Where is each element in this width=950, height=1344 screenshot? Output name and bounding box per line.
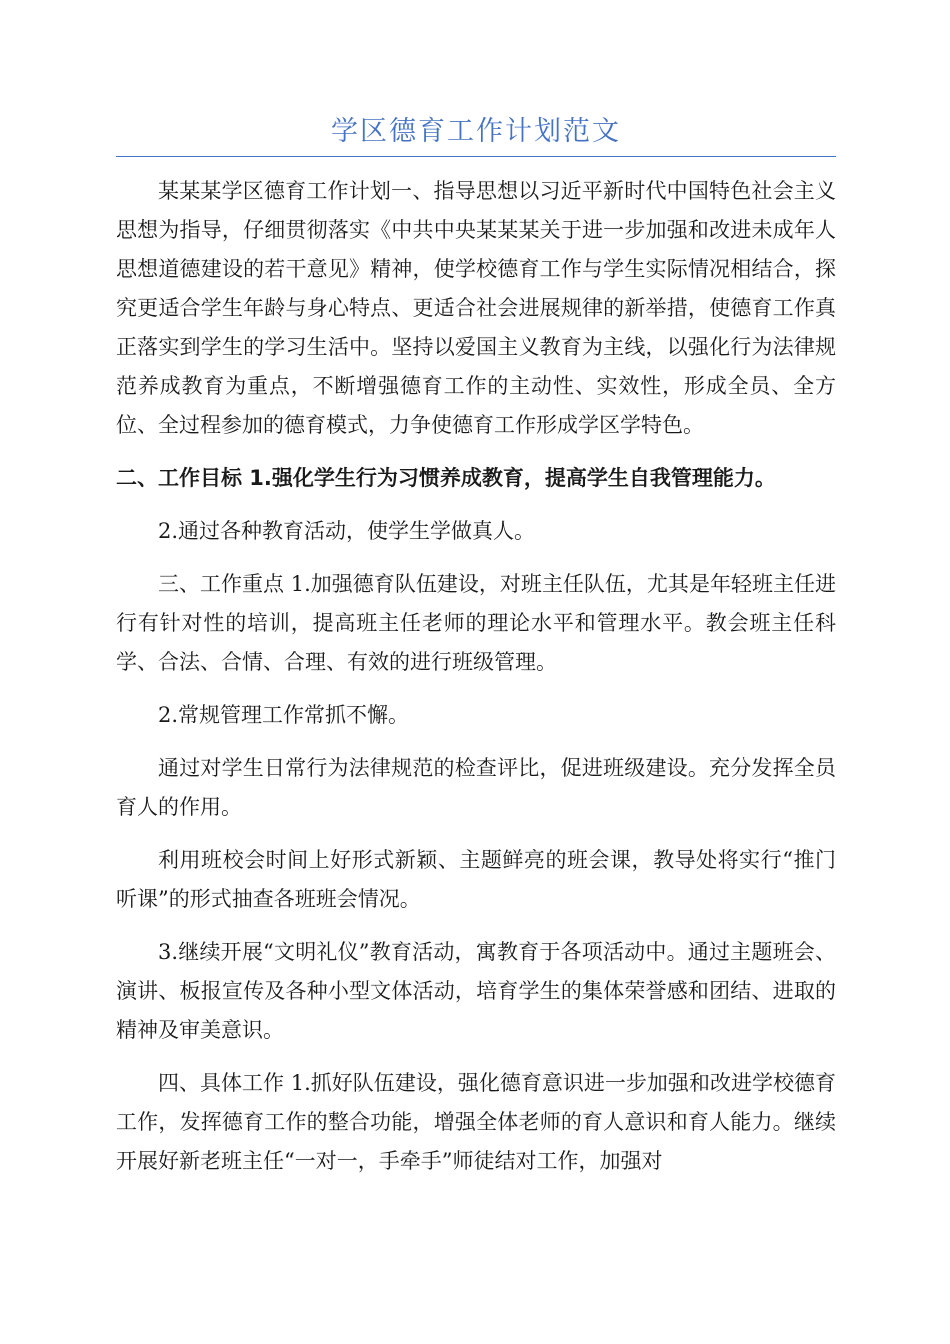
paragraph-inspection: 通过对学生日常行为法律规范的检查评比，促进班级建设。充分发挥全员育人的作用。 xyxy=(116,756,836,819)
paragraph-class-meeting: 利用班校会时间上好形式新颖、主题鲜亮的班会课，教导处将实行“推门听课”的形式抽查各班班会情况。 xyxy=(116,848,836,911)
paragraph-work-focus: 三、工作重点 1.加强德育队伍建设，对班主任队伍，尤其是年轻班主任进行有针对性的培训，提高班主任老师的理论水平和管理水平。教会班主任科学、合法、合情、合理、有效的进行班级管理。 xyxy=(116,572,836,674)
paragraph-focus-3: 3.继续开展“文明礼仪”教育活动，寓教育于各项活动中。通过主题班会、演讲、板报宣传及各种小型文体活动，培育学生的集体荣誉感和团结、进取的精神及审美意识。 xyxy=(116,940,836,1042)
paragraph-work-goals: 二、工作目标 1.强化学生行为习惯养成教育，提高学生自我管理能力。 xyxy=(116,466,776,490)
paragraph-specific-work: 四、具体工作 1.抓好队伍建设，强化德育意识进一步加强和改进学校德育工作，发挥德育工作的整合功能，增强全体老师的育人意识和育人能力。继续开展好新老班主任“一对一，手牵手”师徒结对工作，加强对 xyxy=(116,1071,836,1173)
document-title: 学区德育工作计划范文 xyxy=(331,116,621,147)
paragraph-guiding-ideology: 某某某学区德育工作计划一、指导思想以习近平新时代中国特色社会主义思想为指导，仔细贯彻落实《中共中央某某某关于进一步加强和改进未成年人思想道德建设的若干意见》精神，使学校德育工作与学生实际情况相结合，探究更适合学生年龄与身心特点、更适合社会进展规律的新举措，使德育工作真正落实到学生的学习生活中。坚持以爱国主义教育为主线，以强化行为法律规范养成教育为重点，不断增强德育工作的主动性、实效性，形成全员、全方位、全过程参加的德育模式，力争使德育工作形成学区学特色。 xyxy=(116,179,836,437)
paragraph-goal-2: 2.通过各种教育活动，使学生学做真人。 xyxy=(158,519,536,543)
paragraph-focus-2: 2.常规管理工作常抓不懈。 xyxy=(158,703,410,727)
document-body xyxy=(116,172,836,1195)
title-block xyxy=(116,108,836,157)
